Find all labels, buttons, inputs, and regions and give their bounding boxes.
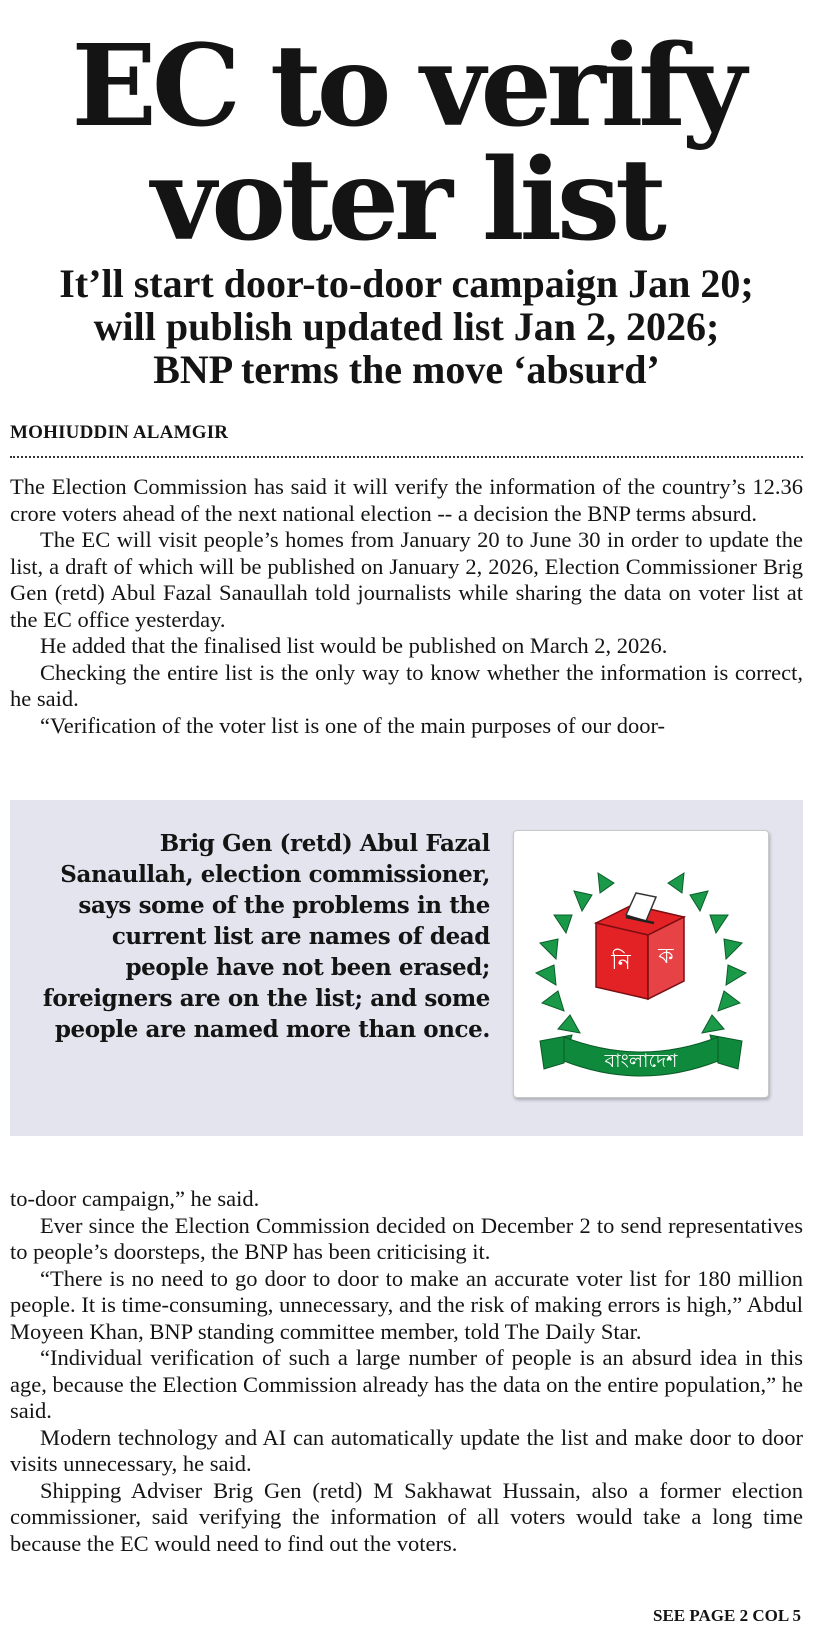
body-paragraph: The EC will visit people’s homes from January 20 to June 30 in order to update the list, a draft of which will be published on January 2, 2026, Election Commissioner Brig Gen (retd) Abul Fazal Sanaullah told journalists while sharing the data on voter list at the EC office yesterday. <box>10 527 803 632</box>
ribbon-banner <box>540 1035 742 1076</box>
leaf-icon <box>668 873 684 893</box>
leaf-icon <box>726 965 746 985</box>
leaf-icon <box>536 965 556 985</box>
election-commission-logo <box>513 830 769 1098</box>
leaf-icon <box>542 991 564 1011</box>
article-body-top <box>10 474 803 739</box>
leaf-icon <box>702 1015 724 1033</box>
body-paragraph: “Individual verification of such a large number of people is an absurd idea in this age, because the Election Commission already has the data on the entire population,” he said. <box>10 1345 803 1423</box>
pull-quote: Brig Gen (retd) Abul Fazal Sanaullah, election commissioner, says some of the problems in the current list are names of dead people have not been erased; foreigners are on the list; and some people are named more than once. <box>42 830 490 1043</box>
leaf-icon <box>558 1015 580 1033</box>
headline-line-1: EC to verify <box>71 21 742 152</box>
ballot-box-icon <box>596 893 684 999</box>
byline-divider <box>10 456 803 458</box>
byline: MOHIUDDIN ALAMGIR <box>10 422 229 443</box>
body-paragraph: Shipping Adviser Brig Gen (retd) M Sakhawat Hussain, also a former election commissioner, said verifying the information of all voters would take a long time because the EC would need to find out the voters. <box>10 1477 803 1556</box>
leaf-icon <box>540 939 558 959</box>
continued-on-link[interactable]: SEE PAGE 2 COL 5 <box>653 1606 801 1625</box>
ballot-box-emblem <box>514 831 768 1097</box>
body-paragraph: to-door campaign,” he said. <box>10 1186 260 1211</box>
leaf-icon <box>554 915 572 933</box>
box-letter-right: ক <box>658 944 674 969</box>
body-paragraph: “Verification of the voter list is one of the main purposes of our door- <box>40 712 666 738</box>
leaf-icon <box>718 991 740 1011</box>
body-paragraph: Checking the entire list is the only way to know whether the information is correct, he said. <box>10 659 803 711</box>
leaf-icon <box>574 891 592 911</box>
box-letter-left: নি <box>611 950 631 975</box>
body-paragraph: Ever since the Election Commission decided on December 2 to send representatives to people’s doorsteps, the BNP has been criticising it. <box>10 1212 803 1264</box>
article-body-bottom <box>10 1186 803 1557</box>
body-paragraph: He added that the finalised list would be published on March 2, 2026. <box>40 633 668 658</box>
leaf-icon <box>724 939 742 959</box>
leaf-icon <box>710 915 728 933</box>
leaf-icon <box>690 891 708 911</box>
subheadline <box>0 262 813 391</box>
headline <box>0 21 813 266</box>
leaf-icon <box>598 873 614 893</box>
pull-quote-box <box>10 800 803 1136</box>
body-paragraph: Modern technology and AI can automatically update the list and make door to door visits unnecessary, he said. <box>10 1424 803 1476</box>
body-paragraph: “There is no need to go door to door to make an accurate voter list for 180 million people. It is time-consuming, unnecessary, and the risk of making errors is high,” Abdul Moyeen Khan, BNP standing committee member, told The Daily Star. <box>10 1265 803 1344</box>
body-paragraph: The Election Commission has said it will verify the information of the country’s 12.36 crore voters ahead of the next national election -- a decision the BNP terms absurd. <box>10 474 803 526</box>
headline-line-2: voter list <box>151 135 662 266</box>
subheadline-line-2: will publish updated list Jan 2, 2026; <box>93 304 720 349</box>
subheadline-line-3: BNP terms the move ‘absurd’ <box>153 347 660 392</box>
ribbon-text: বাংলাদেশ <box>604 1050 678 1072</box>
subheadline-line-1: It’ll start door-to-door campaign Jan 20; <box>59 261 754 306</box>
